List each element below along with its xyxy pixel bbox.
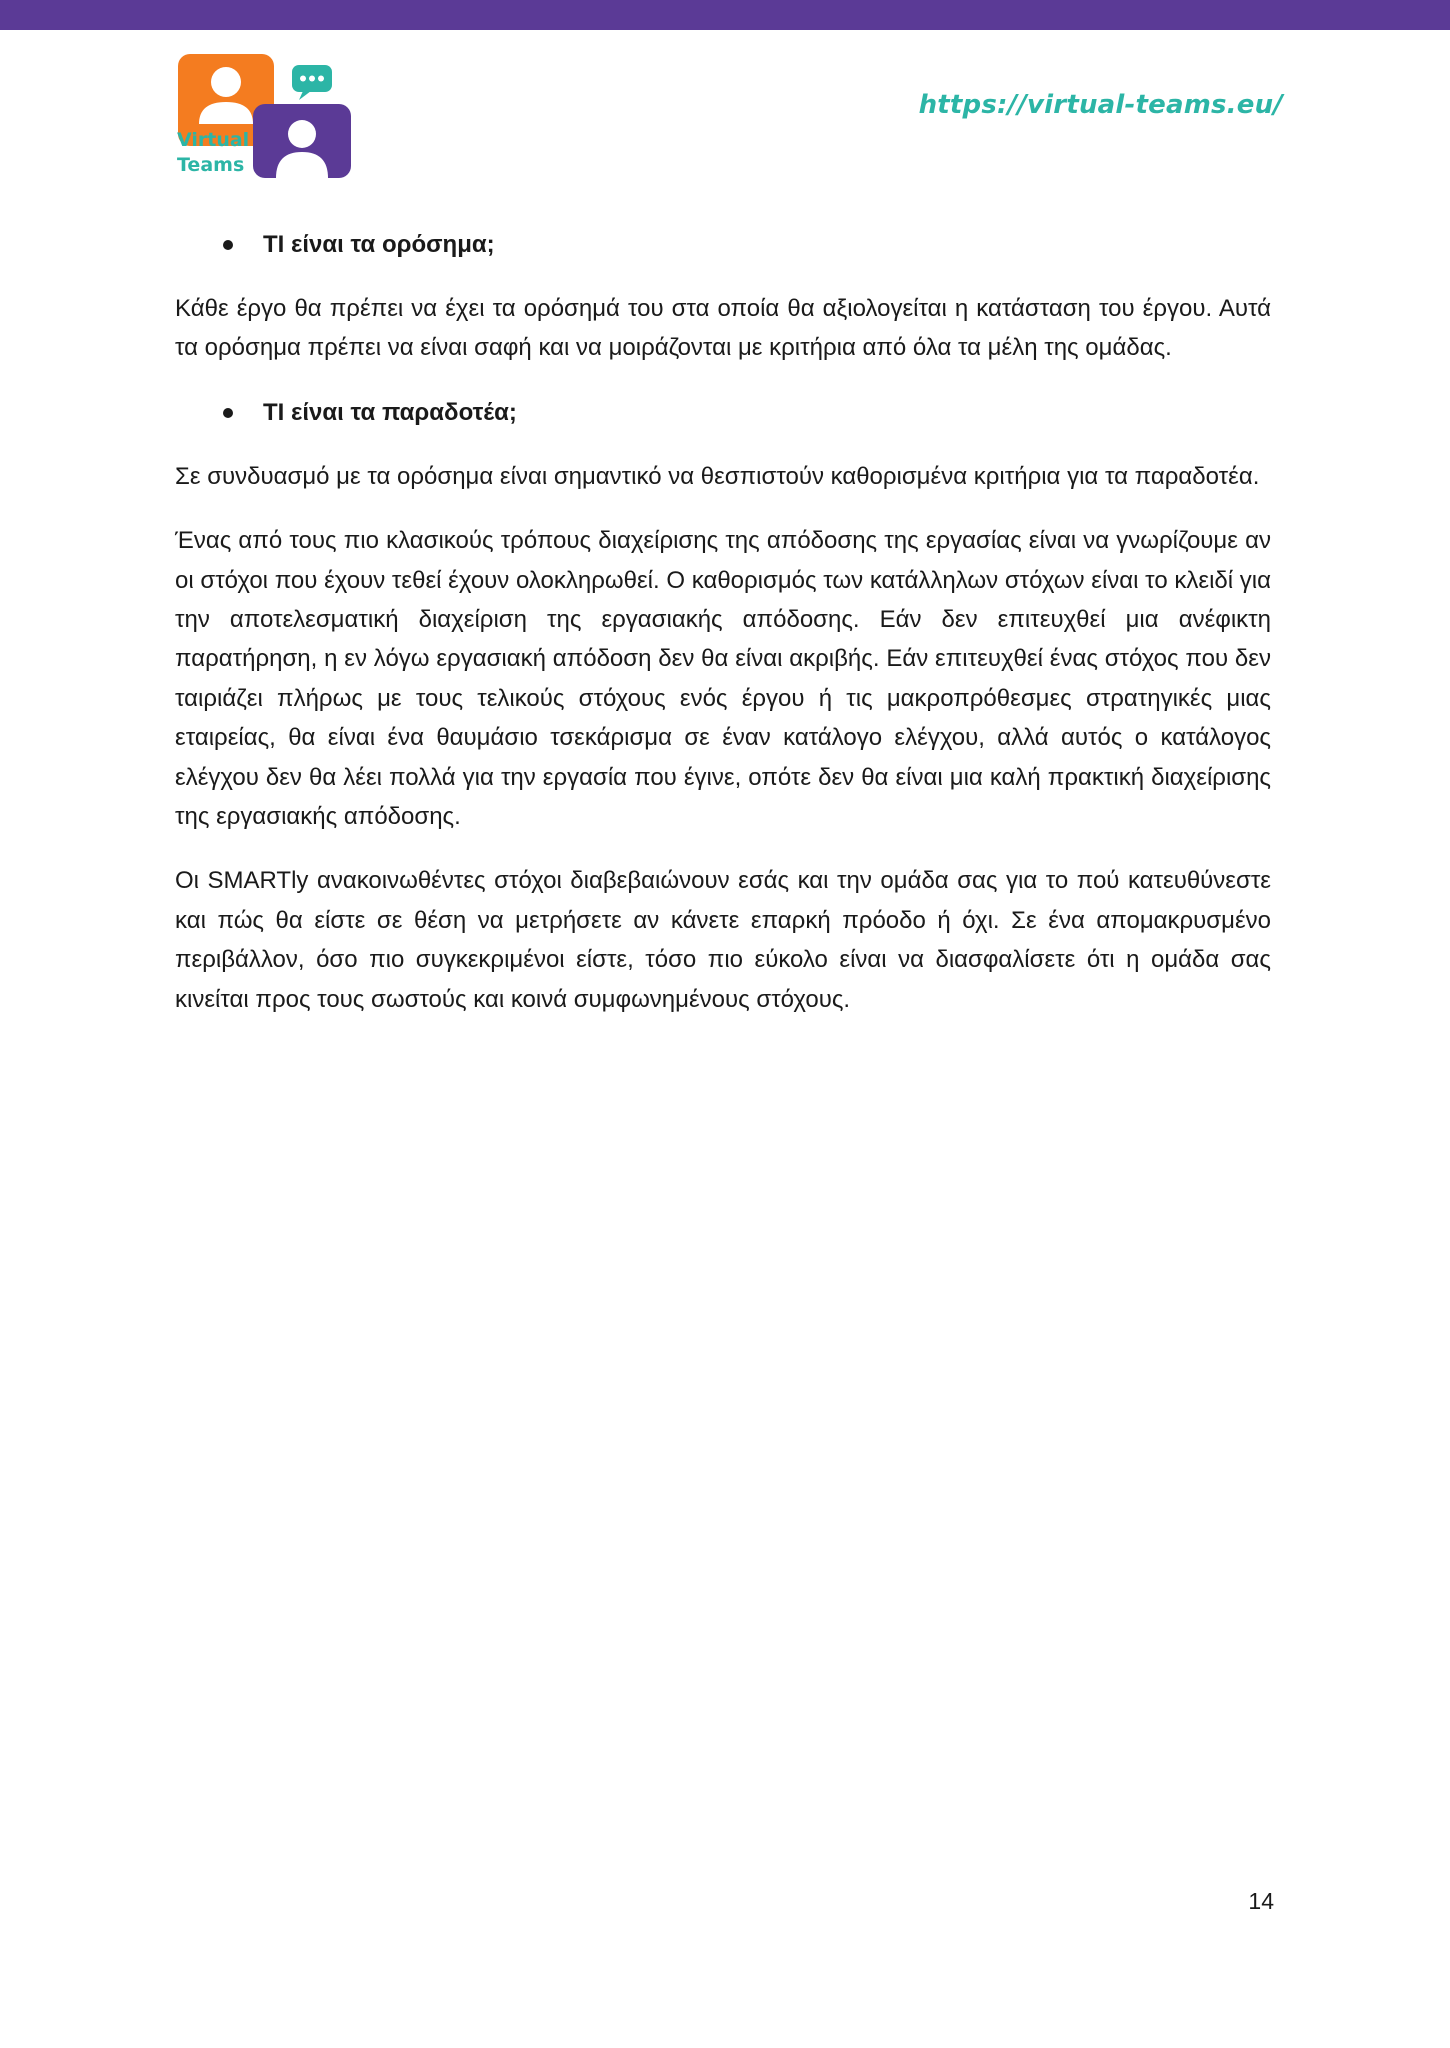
page-content <box>175 225 1271 1044</box>
heading-text: ΤΙ είναι τα παραδοτέα; <box>263 398 517 426</box>
virtual-teams-logo <box>175 52 355 182</box>
bullet-heading-deliverables <box>175 393 1271 432</box>
paragraph-milestones: Κάθε έργο θα πρέπει να έχει τα ορόσημά του στα οποία θα αξιολογείται η κατάσταση του έργου. Αυτά τα ορόσημα πρέπει να είναι σαφή και να μοιράζονται με κριτήρια από όλα τα μέλη της ομάδας. <box>175 295 1271 362</box>
logo-text-teams: Teams <box>177 154 245 176</box>
bullet-dot <box>223 408 233 418</box>
page-number: 14 <box>1248 1888 1274 1914</box>
paragraph-smart-goals: Οι SMARTly ανακοινωθέντες στόχοι διαβεβαιώνουν εσάς και την ομάδα σας για το πού κατευθύνεστε και πώς θα είστε σε θέση να μετρήσετε αν κάνετε επαρκή πρόοδο ή όχι. Σε ένα απομακρυσμένο περιβάλλον, όσο πιο συγκεκριμένοι είστε, τόσο πιο εύκολο είναι να διασφαλίσετε ότι η ομάδα σας κινείται προς τους σωστούς και κοινά συμφωνημένους στόχους. <box>175 867 1271 1013</box>
logo-text-virtual: Virtual <box>177 129 250 151</box>
site-url-link[interactable]: https://virtual-teams.eu/ <box>918 90 1283 120</box>
paragraph-performance: Ένας από τους πιο κλασικούς τρόπους διαχείρισης της απόδοσης της εργασίας είναι να γνωρίζουμε αν οι στόχοι που έχουν τεθεί έχουν ολοκληρωθεί. Ο καθορισμός των κατάλληλων στόχων είναι το κλειδί για την αποτελεσματική διαχείριση της εργασιακής απόδοσης. Εάν δεν επιτευχθεί μια ανέφικτη παρατήρηση, η εν λόγω εργασιακή απόδοση δεν θα είναι ακριβής. Εάν επιτευχθεί ένας στόχος που δεν ταιριάζει πλήρως με τους τελικούς στόχους ενός έργου ή τις μακροπρόθεσμες στρατηγικές μιας εταιρείας, θα είναι ένα θαυμάσιο τσεκάρισμα σε έναν κατάλογο ελέγχου, αλλά αυτός ο κατάλογος ελέγχου δεν θα λέει πολλά για την εργασία που έγινε, οπότε δεν θα είναι μια καλή πρακτική διαχείρισης της εργασιακής απόδοσης. <box>175 527 1271 831</box>
bullet-dot <box>223 240 233 250</box>
bullet-heading-milestones <box>175 225 1271 264</box>
paragraph-deliverables: Σε συνδυασμό με τα ορόσημα είναι σημαντικό να θεσπιστούν καθορισμένα κριτήρια για τα παραδοτέα. <box>175 462 1260 490</box>
top-color-bar <box>0 0 1450 30</box>
heading-text: ΤΙ είναι τα ορόσημα; <box>263 231 495 258</box>
